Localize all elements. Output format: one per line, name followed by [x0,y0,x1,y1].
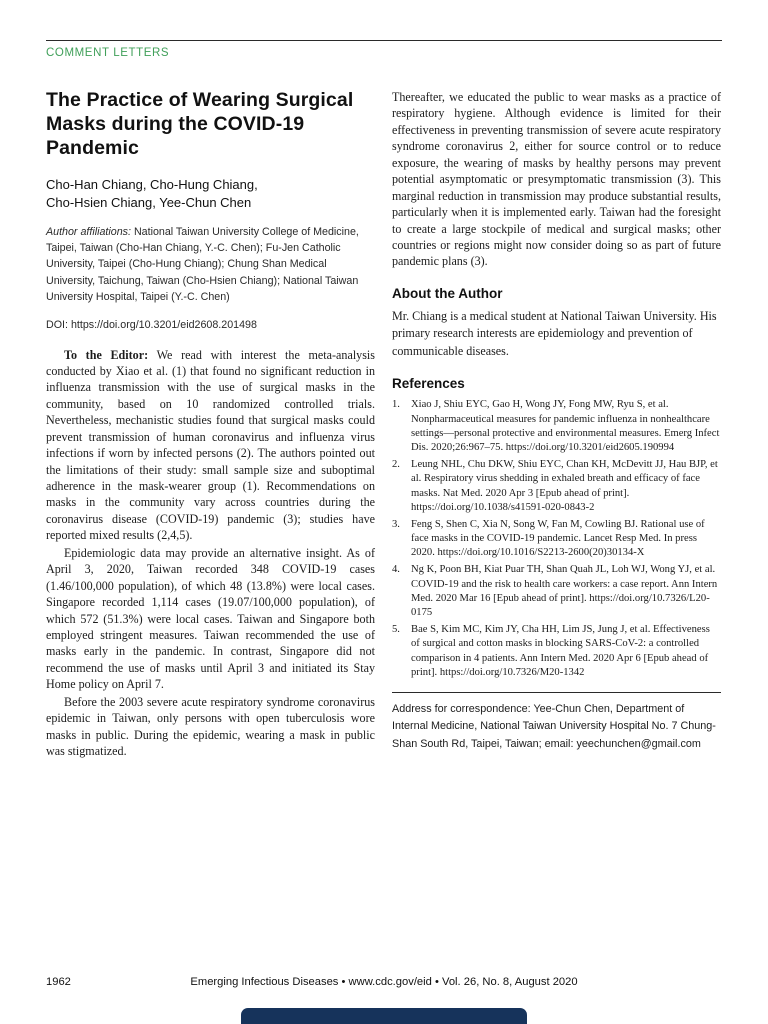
to-the-editor-lead: To the Editor: [64,347,149,362]
about-the-author-heading: About the Author [392,285,503,301]
authors-line-2: Cho-Hsien Chiang, Yee-Chun Chen [46,194,252,210]
paragraph-1-text: We read with interest the meta-analysis conducted by Xiao et al. (1) that found no significant reduction in influenza transmission with the use of surgical masks in the community, based on 10 randomized controlled trials. Nevertheless, mechanistic studies found that surgical masks could prevent transmission of human coronavirus and influenza virus infections if worn by infected persons (2). The authors pointed out the limitations of their study: small sample size and suboptimal adherence in the mask-wearer group (1). Recommendations on masks in the community vary across countries during the coronavirus disease (COVID-19) pandemic (3); studies have reported mixed results (2,4,5). [46,347,375,543]
reference-item [392,458,721,515]
about-the-author-text: Mr. Chiang is a medical student at National Taiwan University. His primary research interests are epidemiology and prevention of communicable diseases. [392,308,717,358]
reference-item [392,398,721,455]
page-number: 1962 [46,976,71,988]
reference-number: 2. [392,459,400,471]
paragraph-3: Before the 2003 severe acute respiratory syndrome coronavirus epidemic in Taiwan, only persons with open tuberculosis wore masks in public. During the epidemic, wearing a mask in public was stigmatized. [46,694,375,759]
paragraph-2: Epidemiologic data may provide an alternative insight. As of April 3, 2020, Taiwan recorded 348 COVID-19 cases (1.46/100,000 population), of which 48 (13.8%) were local cases. Singapore recorded 1,114 cases (19.07/100,000 population), of which 572 (51.3%) were local cases. Taiwan and Singapore both employed stringent measures. Taiwan recommended the use of masks early in the pandemic. In contrast, Singapore did not recommend the use of masks until April 3 and initiated its Stay Home policy on April 7. [46,545,375,692]
journal-footer-line: Emerging Infectious Diseases • www.cdc.gov/eid • Vol. 26, No. 8, August 2020 [190,976,578,988]
reference-text: Bae S, Kim MC, Kim JY, Cha HH, Lim JS, Jung J, et al. Effectiveness of surgical and cotton masks in blocking SARS-CoV-2: a controlled comparison in 4 patients. Ann Intern Med. 2020 Apr 6 [Epub ahead of print]. https://doi.org/10.7326/M20-1342 [411,624,710,678]
reference-list [392,398,721,680]
reference-text: Feng S, Shen C, Xia N, Song W, Fan M, Cowling BJ. Rational use of face masks in the COVID-19 pandemic. Lancet Resp Med. In press 2020. https://doi.org/10.1016/S2213-2600(20)30134-X [411,518,705,559]
authors-line-1: Cho-Han Chiang, Cho-Hung Chiang, [46,177,258,193]
page-header [46,0,722,59]
reference-number: 5. [392,624,400,636]
reference-number: 1. [392,399,400,411]
reference-text: Leung NHL, Chu DKW, Shiu EYC, Chan KH, McDevitt JJ, Hau BJP, et al. Respiratory virus shedding in exhaled breath and efficacy of face masks. Nat Med. 2020 Apr 3 [Epub ahead of print]. https://doi.org/10.1038/s41591-020-0843-2 [411,459,718,513]
paragraph-1 [46,347,375,544]
doi-line: DOI: https://doi.org/10.3201/eid2608.201498 [46,318,257,331]
viewer-bottom-bar[interactable] [241,1008,527,1024]
left-column [46,89,375,759]
page-footer [0,976,768,992]
correspondence-block: Address for correspondence: Yee-Chun Chen, Department of Internal Medicine, National Taiwan University Hospital No. 7 Chung-Shan South Rd, Taipei, Taiwan; email: yeechunchen@gmail.com [392,692,721,753]
affiliations-label: Author affiliations: [46,225,131,238]
reference-text: Ng K, Poon BH, Kiat Puar TH, Shan Quah JL, Loh WJ, Wong YJ, et al. COVID-19 and the risk to health care workers: a case report. Ann Intern Med. 2020 Mar 16 [Epub ahead of print]. https://doi.org/10.7326/L20-0175 [411,564,718,619]
reference-item [392,518,721,561]
reference-number: 3. [392,518,400,530]
reference-number: 4. [392,564,400,576]
right-column [392,89,721,759]
article-body [46,89,722,759]
author-list [46,176,375,210]
section-label: COMMENT LETTERS [46,47,170,59]
references-heading: References [392,376,465,392]
paragraph-4: Thereafter, we educated the public to wear masks as a practice of respiratory hygiene. Although evidence is limited for their effectiveness in preventing transmission of severe acute respiratory syndrome coronavirus 2, either for source control or to reduce exposure, the wearing of masks by healthy persons may prevent potential asymptomatic or presymptomatic transmission (3). This marginal reduction in transmission may produce substantial results, particularly when it is implemented early. Taiwan had the foresight to create a large stockpile of medical and surgical masks; other countries or regions might now consider doing so as part of future pandemic plans (3). [392,90,721,269]
article-title: The Practice of Wearing Surgical Masks during the COVID-19 Pandemic [46,89,354,159]
affiliations-text: National Taiwan University College of Medicine, Taipei, Taiwan (Cho-Han Chiang, Y.-C. Chen); Fu-Jen Catholic University, Taipei (Cho-Hung Chiang); Chung Shan Medical University, Taichung, Taiwan (Cho-Hsien Chiang); National Taiwan University Hospital, Taipei (Y.-C. Chen) [46,225,359,304]
reference-text: Xiao J, Shiu EYC, Gao H, Wong JY, Fong MW, Ryu S, et al. Nonpharmaceutical measures for pandemic influenza in nonhealthcare settings—personal protective and environmental measures. Emerg Infect Dis. 2020;26:967–75. https://doi.org/10.3201/eid2605.190994 [411,399,720,453]
reference-item [392,623,721,680]
reference-item [392,563,721,620]
affiliations [46,224,375,306]
